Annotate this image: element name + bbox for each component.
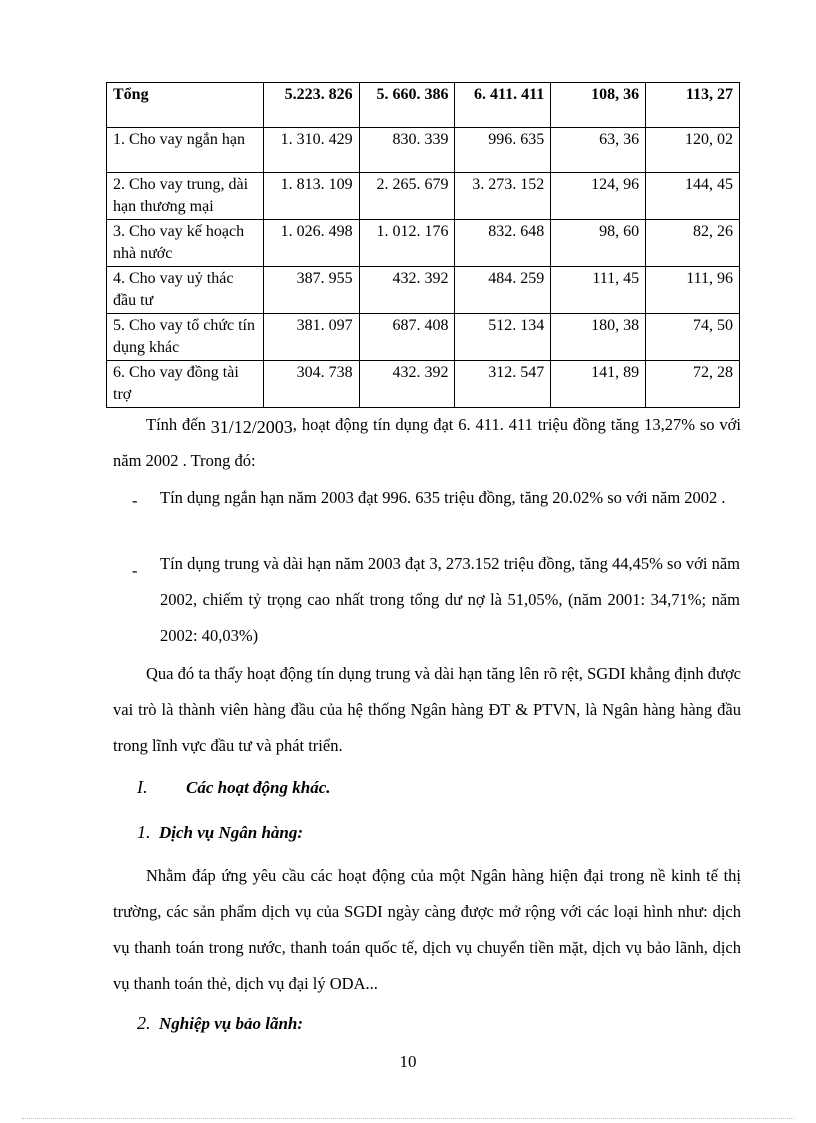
date-text: 31/12/2003: [210, 417, 293, 437]
section-heading-other-activities: [137, 775, 331, 800]
table-cell: 108, 36: [551, 83, 646, 128]
table-cell: 304. 738: [263, 361, 359, 408]
table-row: [107, 267, 740, 314]
table-cell: 512. 134: [455, 314, 551, 361]
table-cell: 111, 96: [646, 267, 740, 314]
paragraph-credit-summary: [113, 406, 741, 479]
table-cell: 111, 45: [551, 267, 646, 314]
table-cell: 180, 38: [551, 314, 646, 361]
table-cell: 3. 273. 152: [455, 173, 551, 220]
paragraph-text: Tính đến: [146, 415, 211, 434]
heading-text: Nghiệp vụ bảo lãnh:: [159, 1014, 304, 1033]
heading-text: Các hoạt động khác.: [186, 778, 331, 797]
bullet-short-term-credit: Tín dụng ngắn hạn năm 2003 đạt 996. 635 triệu đồng, tăng 20.02% so với năm 2002 .: [160, 488, 726, 507]
table-cell: 687. 408: [359, 314, 455, 361]
table-cell: 1. 813. 109: [263, 173, 359, 220]
table-cell: 1. 012. 176: [359, 220, 455, 267]
table-row: [107, 361, 740, 408]
table-cell: 432. 392: [359, 361, 455, 408]
table-cell: 1. 310. 429: [263, 128, 359, 173]
page-number: 10: [399, 1052, 417, 1071]
table-cell: 381. 097: [263, 314, 359, 361]
paragraph-text: , hoạt động tín dụng đạt 6. 411. 411 triệu đồng tăng 13,27% so với năm 2002 . Trong đó:: [113, 415, 741, 470]
table-cell: 144, 45: [646, 173, 740, 220]
table-row: [107, 83, 740, 128]
table-row: [107, 173, 740, 220]
table-cell: 82, 26: [646, 220, 740, 267]
table-cell: 120, 02: [646, 128, 740, 173]
credit-table: [106, 82, 740, 408]
table-row: [107, 314, 740, 361]
heading-number: 1.: [137, 822, 151, 842]
table-cell: 2. 265. 679: [359, 173, 455, 220]
row-label: 1. Cho vay ngắn hạn: [107, 128, 264, 173]
row-label: Tổng: [107, 83, 264, 128]
row-label: 5. Cho vay tổ chức tín dụng khác: [107, 314, 264, 361]
table-cell: 312. 547: [455, 361, 551, 408]
bullet-medium-long-term-credit: Tín dụng trung và dài hạn năm 2003 đạt 3, 273.152 triệu đồng, tăng 44,45% so với năm 2002, chiếm tỷ trọng cao nhất trong tổng dư nợ là 51,05%, (năm 2001: 34,71%; năm 2002: 40,03%): [160, 554, 740, 645]
table-cell: 387. 955: [263, 267, 359, 314]
paragraph-banking-services: Nhằm đáp ứng yêu cầu các hoạt động của một Ngân hàng hiện đại trong nề kinh tế thị trường, các sản phẩm dịch vụ của SGDI ngày càng được mở rộng với các loại hình như: dịch vụ thanh toán trong nước, thanh toán quốc tế, dịch vụ chuyển tiền mặt, dịch vụ bảo lãnh, dịch vụ thanh toán thẻ, dịch vụ đại lý ODA...: [113, 866, 741, 993]
table-cell: 5.223. 826: [263, 83, 359, 128]
page-bottom-divider: [22, 1118, 794, 1119]
table-cell: 5. 660. 386: [359, 83, 455, 128]
heading-number: I.: [137, 777, 148, 797]
table-cell: 141, 89: [551, 361, 646, 408]
table-cell: 98, 60: [551, 220, 646, 267]
table-cell: 113, 27: [646, 83, 740, 128]
bullet-dash: -: [132, 491, 138, 510]
table-cell: 63, 36: [551, 128, 646, 173]
table-cell: 1. 026. 498: [263, 220, 359, 267]
row-label: 4. Cho vay uỷ thác đầu tư: [107, 267, 264, 314]
section-heading-banking-services: [137, 820, 303, 845]
table-cell: 830. 339: [359, 128, 455, 173]
row-label: 2. Cho vay trung, dài hạn thương mại: [107, 173, 264, 220]
table-cell: 432. 392: [359, 267, 455, 314]
table-row: [107, 128, 740, 173]
heading-number: 2.: [137, 1013, 151, 1033]
table-cell: 124, 96: [551, 173, 646, 220]
table-cell: 832. 648: [455, 220, 551, 267]
bullet-dash: -: [132, 561, 138, 580]
table-cell: 72, 28: [646, 361, 740, 408]
section-heading-guarantee: [137, 1011, 303, 1036]
table-cell: 484. 259: [455, 267, 551, 314]
row-label: 3. Cho vay kế hoạch nhà nước: [107, 220, 264, 267]
paragraph-conclusion: Qua đó ta thấy hoạt động tín dụng trung và dài hạn tăng lên rõ rệt, SGDI khẳng định được vai trò là thành viên hàng đầu của hệ thống Ngân hàng ĐT & PTVN, là Ngân hàng hàng đầu trong lĩnh vực đầu tư và phát triển.: [113, 664, 741, 755]
heading-text: Dịch vụ Ngân hàng:: [159, 823, 304, 842]
table-cell: 996. 635: [455, 128, 551, 173]
table-cell: 74, 50: [646, 314, 740, 361]
table-row: [107, 220, 740, 267]
table-cell: 6. 411. 411: [455, 83, 551, 128]
row-label: 6. Cho vay đồng tài trợ: [107, 361, 264, 408]
credit-table-body: [107, 83, 740, 408]
